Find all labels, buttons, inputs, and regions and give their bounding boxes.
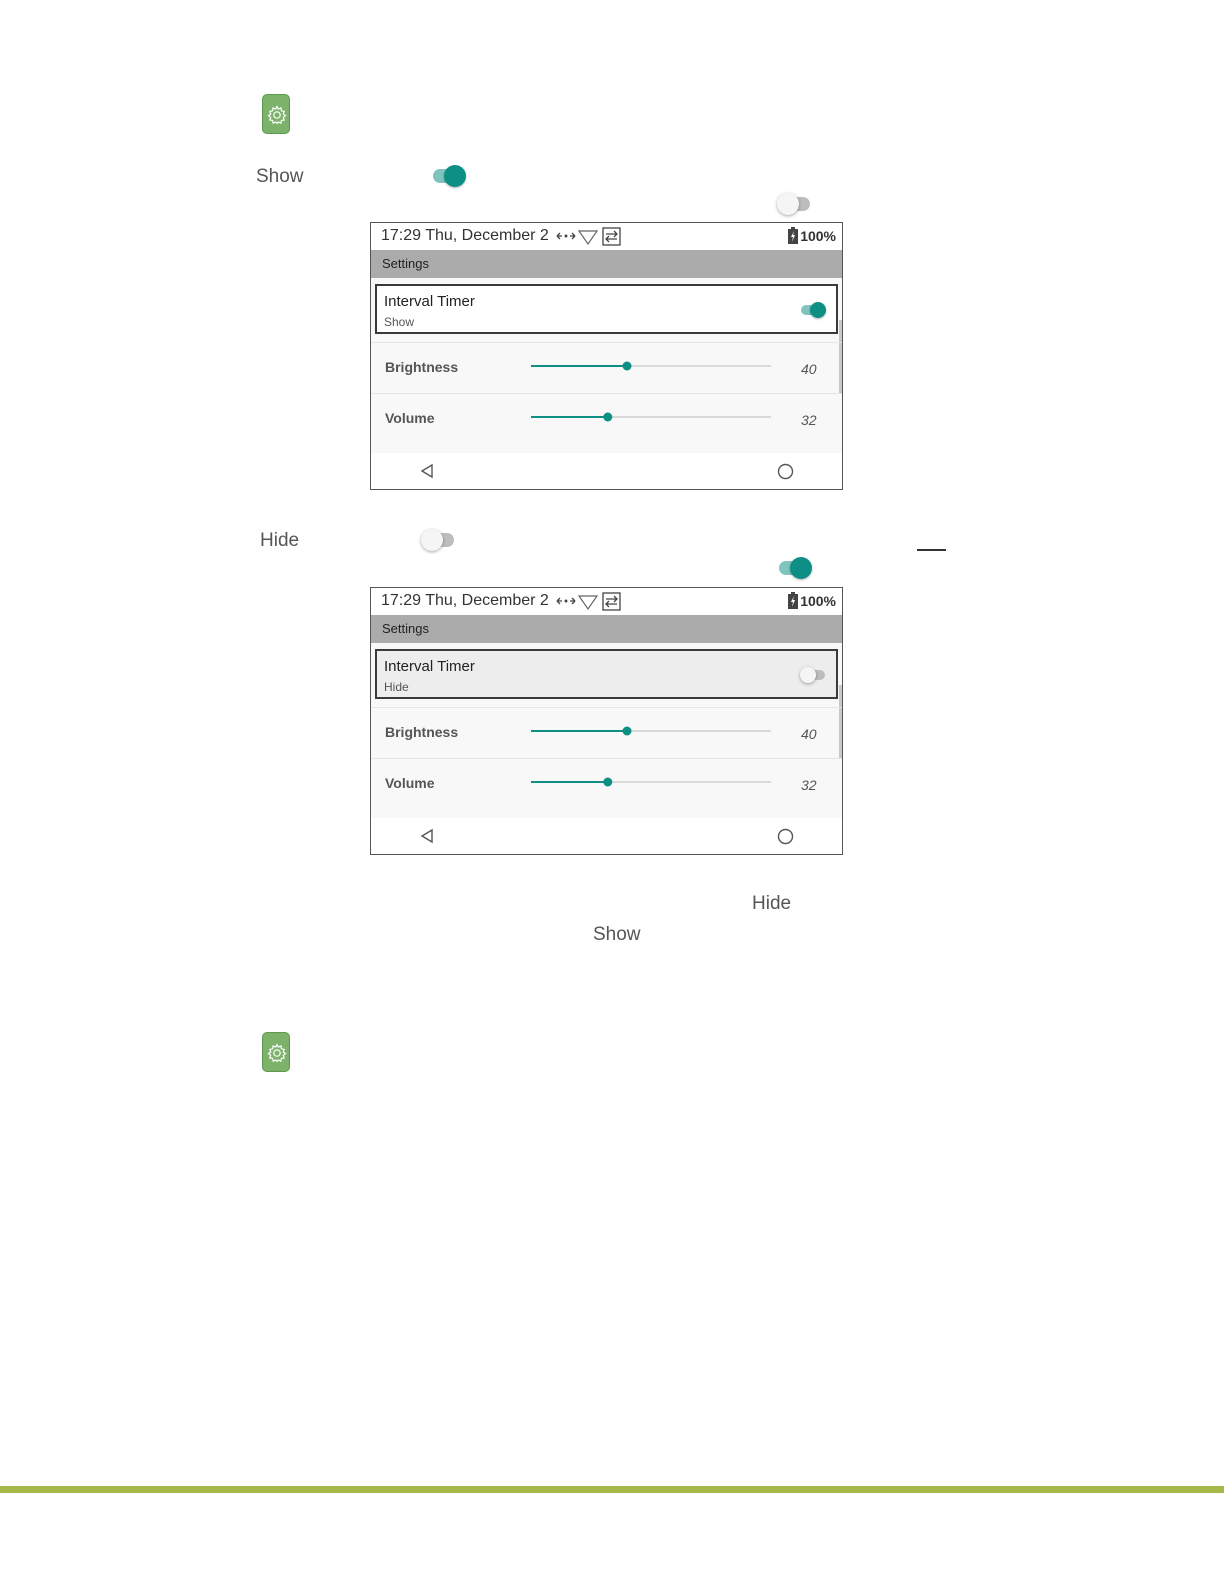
volume-slider-thumb [603,413,612,422]
show-label: Show [256,166,304,187]
nav-bar [371,453,842,489]
nav-bar [371,818,842,854]
caption-show: Show [593,924,641,945]
settings-header: Settings [371,250,842,278]
interval-timer-title: Interval Timer [384,658,475,675]
interval-timer-title: Interval Timer [384,293,475,310]
volume-slider[interactable] [529,772,773,792]
interval-timer-toggle[interactable] [800,665,828,685]
status-bar [371,223,842,250]
interval-timer-toggle[interactable] [800,300,828,320]
home-icon[interactable] [777,828,794,845]
gear-icon [266,104,288,126]
status-icons [555,592,625,617]
interval-timer-row[interactable] [375,284,838,334]
brightness-value: 40 [801,726,817,742]
data-arrows-icon [557,598,575,604]
toggle-on-example [777,556,813,580]
toggle-off-example [777,192,813,216]
data-arrows-icon [557,233,575,239]
volume-value: 32 [801,777,817,793]
footer-rule [0,1486,1224,1493]
brightness-label: Brightness [385,724,459,740]
device-screen-show [370,222,843,490]
volume-row [371,394,842,444]
settings-list [371,278,842,453]
status-icons [555,227,625,252]
home-icon[interactable] [777,463,794,480]
volume-row [371,759,842,809]
device-screen-hide [370,587,843,855]
volume-slider[interactable] [529,407,773,427]
battery-charging-icon [788,592,798,609]
settings-list [371,643,842,818]
hide-toggle-off [421,528,457,552]
settings-header: Settings [371,615,842,643]
brightness-value: 40 [801,361,817,377]
battery-percent: 100% [800,593,836,609]
interval-timer-state: Show [384,315,415,329]
brightness-slider[interactable] [529,356,773,376]
brightness-slider[interactable] [529,721,773,741]
interval-timer-state: Hide [384,680,409,694]
volume-slider-thumb [603,778,612,787]
transfer-icon [603,593,620,610]
brightness-label: Brightness [385,359,459,375]
show-toggle-on [431,164,467,188]
settings-app-icon [262,1032,290,1072]
transfer-icon [603,228,620,245]
underline-mark [917,549,946,551]
battery-indicator [788,592,836,609]
settings-app-icon [262,94,290,134]
volume-label: Volume [385,410,435,426]
volume-value: 32 [801,412,817,428]
wifi-icon [579,231,597,244]
brightness-slider-thumb [623,727,632,736]
battery-charging-icon [788,227,798,244]
battery-indicator [788,227,836,244]
interval-timer-row[interactable] [375,649,838,699]
brightness-row [371,343,842,393]
status-time: 17:29 Thu, December 2 [381,592,549,609]
caption-hide: Hide [752,893,792,914]
brightness-slider-thumb [623,362,632,371]
back-icon[interactable] [419,463,435,479]
status-time: 17:29 Thu, December 2 [381,227,549,244]
volume-label: Volume [385,775,435,791]
battery-percent: 100% [800,228,836,244]
brightness-row [371,708,842,758]
back-icon[interactable] [419,828,435,844]
status-bar [371,588,842,615]
hide-label: Hide [260,530,300,551]
wifi-icon [579,596,597,609]
gear-icon [266,1042,288,1064]
